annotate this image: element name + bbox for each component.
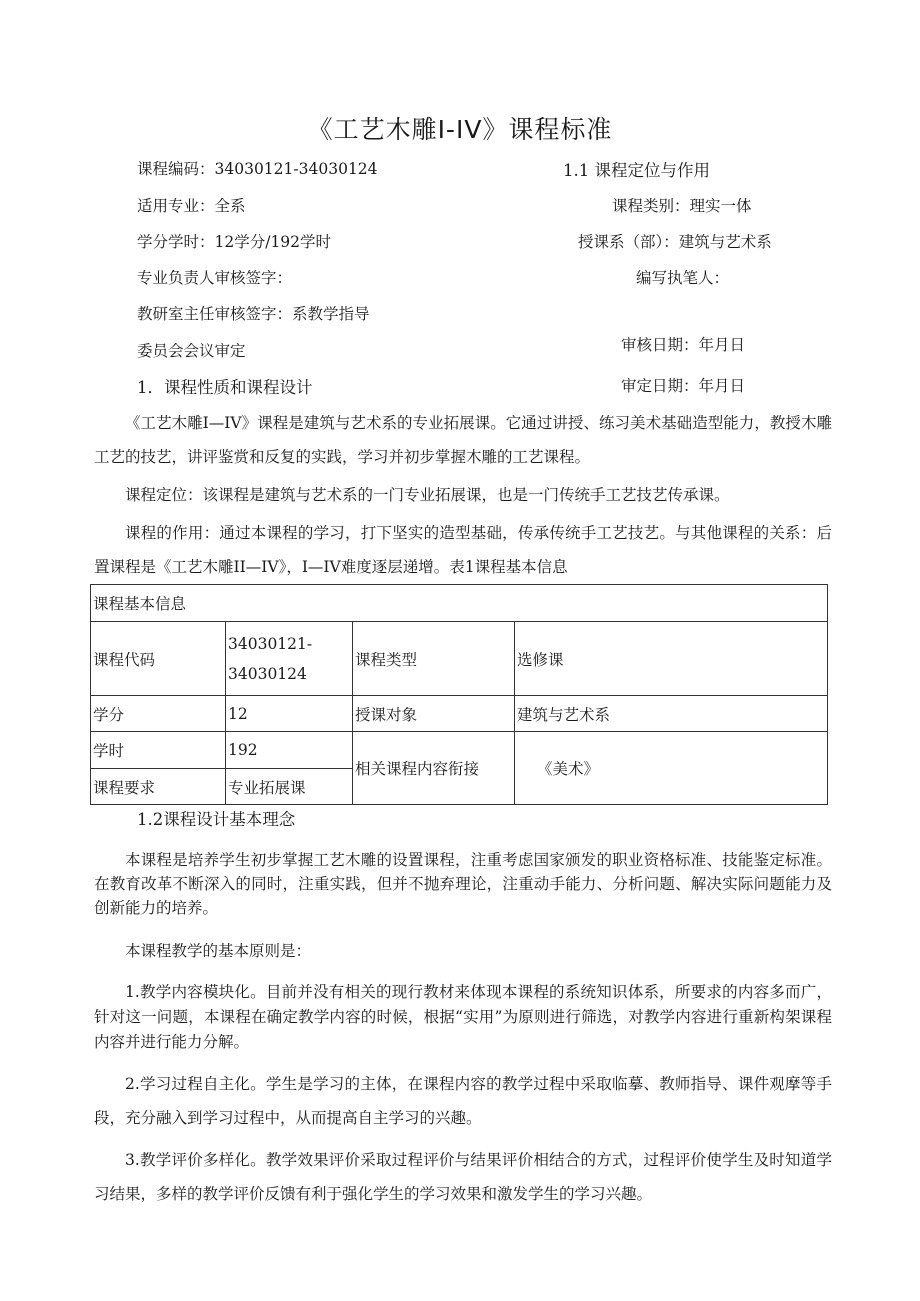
course-category: 课程类别：理实一体: [612, 197, 752, 215]
teaching-office-signature: 教研室主任审核签字：系教学指导: [137, 305, 370, 323]
teaching-department: 授课系（部）：建筑与艺术系: [578, 233, 772, 251]
paragraph: 课程定位：该课程是建筑与艺术系的一门专业拓展课，也是一门传统手工艺技艺传承课。: [125, 486, 730, 504]
related-value: 《美术》: [515, 732, 828, 805]
paragraph: 1.教学内容模块化。目前并没有相关的现行教材来体现本课程的系统知识体系，所要求的内容多而广，针对这一问题，本课程在确定教学内容的时候，根据“实用”为原则进行筛选，对教学内容进行重新构架课程内容并进行能力分解。: [94, 983, 832, 1051]
credit-value: 12: [226, 696, 353, 732]
section-1-heading: 1．课程性质和课程设计: [137, 378, 313, 397]
committee-review: 委员会会议审定: [137, 342, 246, 360]
code-value-line2: 34030124: [228, 664, 307, 683]
paragraph: 课程的作用：通过本课程的学习，打下坚实的造型基础，传承传统手工艺技艺。与其他课程的关系：后置课程是《工艺木雕II—IV》，I—IV难度逐层递增。表1课程基本信息: [94, 524, 832, 576]
intro-section: [94, 406, 832, 584]
approval-date: 审定日期：年月日: [621, 377, 746, 395]
major-head-signature: 专业负责人审核签字：: [137, 269, 293, 287]
paragraph: 本课程是培养学生初步掌握工艺木雕的设置课程，注重考虑国家颁发的职业资格标准、技能鉴定标准。在教育改革不断深入的同时，注重实践，但并不抛弃理论，注重动手能力、分析问题、解决实际问题能力及创新能力的培养。: [94, 851, 832, 917]
hours-label: 学时: [91, 732, 226, 769]
paragraph: 2.学习过程自主化。学生是学习的主体，在课程内容的教学过程中采取临摹、教师指导、课件观摩等手段，充分融入到学习过程中，从而提高自主学习的兴趣。: [94, 1075, 832, 1127]
course-info-table: [90, 584, 828, 805]
type-value: 选修课: [515, 622, 828, 696]
table-row: [91, 732, 828, 769]
table-row: [91, 585, 828, 622]
paragraph: 3.教学评价多样化。教学效果评价采取过程评价与结果评价相结合的方式，过程评价使学生及时知道学习结果，多样的教学评价反馈有利于强化学生的学习效果和激发学生的学习兴趣。: [94, 1151, 832, 1203]
paragraph: 《工艺木雕I—IV》课程是建筑与艺术系的专业拓展课。它通过讲授、练习美术基础造型能力，教授木雕工艺的技艺，讲评鉴赏和反复的实践，学习并初步掌握木雕的工艺课程。: [94, 414, 832, 466]
author: 编写执笔人：: [636, 269, 730, 287]
code-label: 课程代码: [91, 622, 226, 696]
paragraph: 本课程教学的基本原则是：: [125, 942, 312, 960]
requirement-value: 专业拓展课: [226, 769, 353, 805]
course-code: 课程编码：34030121-34030124: [137, 160, 378, 178]
review-date: 审核日期：年月日: [621, 336, 746, 354]
table-caption: 课程基本信息: [91, 585, 828, 622]
related-label: 相关课程内容衔接: [353, 732, 515, 805]
code-value: [226, 622, 353, 696]
target-value: 建筑与艺术系: [515, 696, 828, 732]
credits-hours: 学分学时：12学分/192学时: [137, 233, 332, 251]
code-value-line1: 34030121-: [228, 634, 313, 653]
section-1-2-heading: 1.2课程设计基本理念: [137, 810, 296, 829]
page-title: 《工艺木雕I-IV》课程标准: [307, 115, 613, 144]
requirement-label: 课程要求: [91, 769, 226, 805]
type-label: 课程类型: [353, 622, 515, 696]
credit-label: 学分: [91, 696, 226, 732]
hours-value: 192: [226, 732, 353, 769]
table-row: [91, 622, 828, 696]
target-label: 授课对象: [353, 696, 515, 732]
section-1-1-heading: 1.1 课程定位与作用: [563, 161, 710, 180]
table-row: [91, 696, 828, 732]
applicable-major: 适用专业：全系: [137, 197, 246, 215]
concept-section: [94, 848, 832, 1211]
